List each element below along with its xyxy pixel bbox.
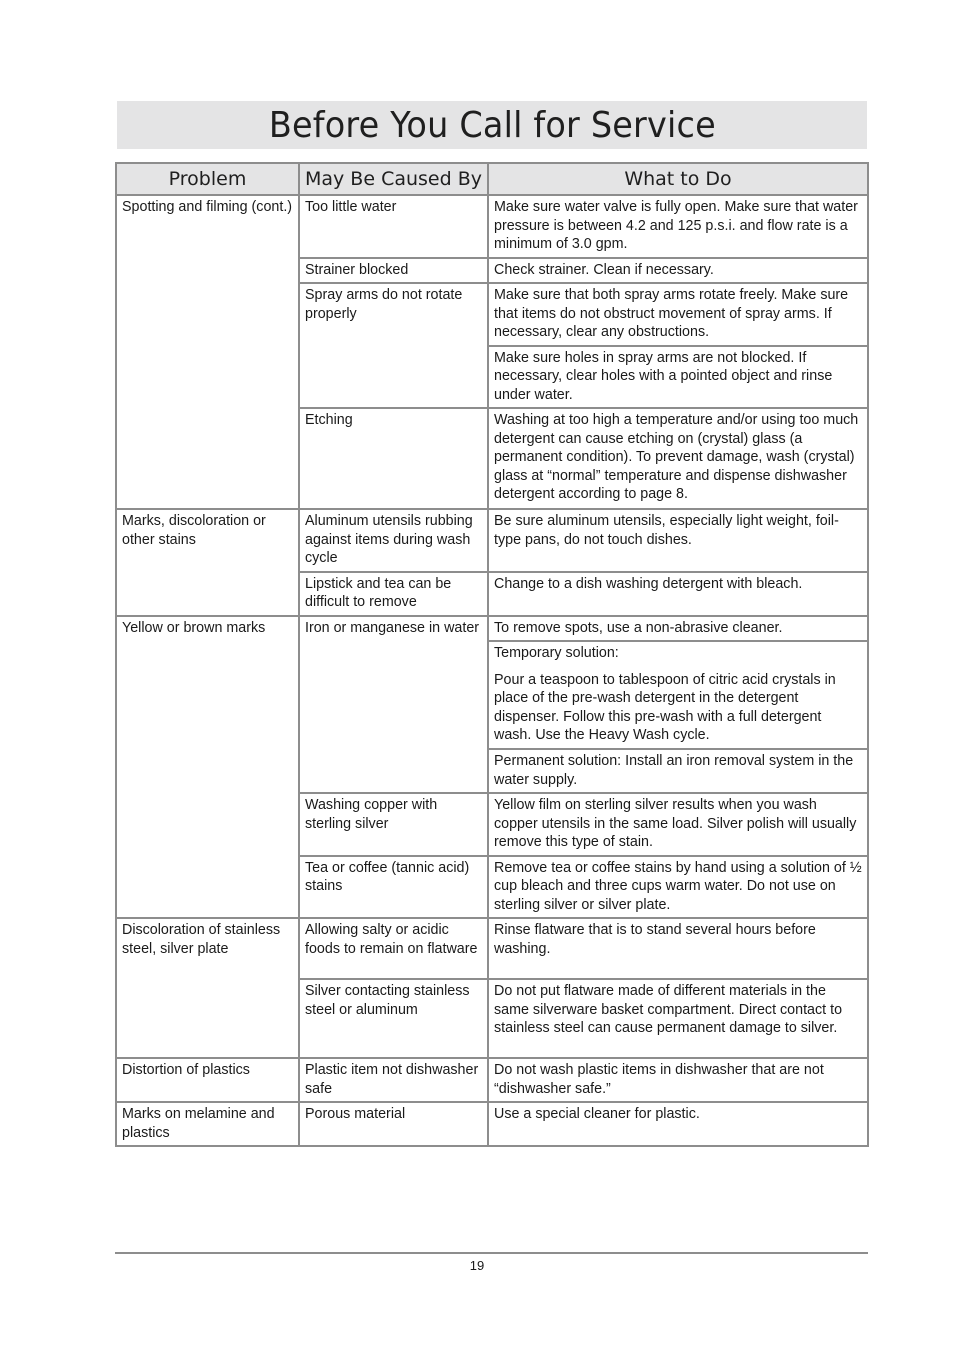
problem-cell: Marks on melamine and plastics <box>116 1102 299 1146</box>
cause-cell: Porous material <box>299 1102 488 1146</box>
action-cell: Permanent solution: Install an iron removal system in the water supply. <box>488 749 868 793</box>
action-cell: Check strainer. Clean if necessary. <box>488 258 868 284</box>
action-cell: Change to a dish washing detergent with bleach. <box>488 572 868 616</box>
table-row <box>116 918 868 979</box>
cause-cell: Tea or coffee (tannic acid) stains <box>299 856 488 919</box>
action-cell: Make sure holes in spray arms are not blocked. If necessary, clear holes with a pointed object and rinse under water. <box>488 346 868 409</box>
column-header-action: What to Do <box>488 163 868 195</box>
problem-cell: Discoloration of stainless steel, silver plate <box>116 918 299 1058</box>
table-header-row <box>116 163 868 195</box>
action-cell: Rinse flatware that is to stand several hours before washing. <box>488 918 868 979</box>
action-cell: Do not wash plastic items in dishwasher that are not “dishwasher safe.” <box>488 1058 868 1102</box>
action-cell: Remove tea or coffee stains by hand using a solution of ½ cup bleach and three cups warm water. Do not use on sterling silver or silver plate. <box>488 856 868 919</box>
column-header-problem: Problem <box>116 163 299 195</box>
page-number: 19 <box>469 1258 485 1273</box>
table-row <box>116 616 868 642</box>
action-cell: To remove spots, use a non-abrasive cleaner. <box>488 616 868 642</box>
table-row <box>116 1058 868 1102</box>
cause-cell: Aluminum utensils rubbing against items during wash cycle <box>299 509 488 572</box>
table-row <box>116 1102 868 1146</box>
action-cell: Make sure water valve is fully open. Make sure that water pressure is between 4.2 and 125 p.s.i. and flow rate is a minimum of 3.0 gpm. <box>488 195 868 258</box>
action-cell: Washing at too high a temperature and/or using too much detergent can cause etching on (crystal) glass (a permanent condition). To prevent damage, wash (crystal) glass at “normal” temperature and dispense dishwasher detergent according to page 8. <box>488 408 868 509</box>
cause-cell: Washing copper with sterling silver <box>299 793 488 856</box>
troubleshooting-table <box>115 162 869 1147</box>
problem-cell: Spotting and filming (cont.) <box>116 195 299 509</box>
cause-cell: Iron or manganese in water <box>299 616 488 794</box>
temporary-solution-label: Temporary solution: <box>494 645 619 661</box>
cause-cell: Lipstick and tea can be difficult to remove <box>299 572 488 616</box>
cause-cell: Allowing salty or acidic foods to remain on flatware <box>299 918 488 979</box>
title-bar <box>117 101 867 149</box>
cause-cell: Etching <box>299 408 488 509</box>
cause-cell: Silver contacting stainless steel or aluminum <box>299 979 488 1058</box>
temporary-solution-text: Pour a teaspoon to tablespoon of citric acid crystals in place of the pre-wash detergent in the detergent dispenser. Follow this pre-wash with a full detergent wash. Use the Heavy Wash cycle. <box>494 671 836 743</box>
problem-cell: Marks, discoloration or other stains <box>116 509 299 616</box>
action-cell <box>488 641 868 749</box>
action-cell: Use a special cleaner for plastic. <box>488 1102 868 1146</box>
cause-cell: Too little water <box>299 195 488 258</box>
cause-cell: Plastic item not dishwasher safe <box>299 1058 488 1102</box>
page-title: Before You Call for Service <box>268 104 716 146</box>
footer-divider <box>115 1252 868 1254</box>
table-row <box>116 509 868 572</box>
table-row <box>116 195 868 258</box>
action-cell: Make sure that both spray arms rotate freely. Make sure that items do not obstruct movement of spray arms. If necessary, clear any obstructions. <box>488 283 868 346</box>
column-header-cause: May Be Caused By <box>299 163 488 195</box>
problem-cell: Yellow or brown marks <box>116 616 299 919</box>
action-cell: Yellow film on sterling silver results when you wash copper utensils in the same load. Silver polish will usually remove this type of stain. <box>488 793 868 856</box>
cause-cell: Strainer blocked <box>299 258 488 284</box>
action-cell: Do not put flatware made of different materials in the same silverware basket compartment. Direct contact to stainless steel can cause permanent damage to silver. <box>488 979 868 1058</box>
problem-cell: Distortion of plastics <box>116 1058 299 1102</box>
action-cell: Be sure aluminum utensils, especially light weight, foil-type pans, do not touch dishes. <box>488 509 868 572</box>
cause-cell: Spray arms do not rotate properly <box>299 283 488 408</box>
